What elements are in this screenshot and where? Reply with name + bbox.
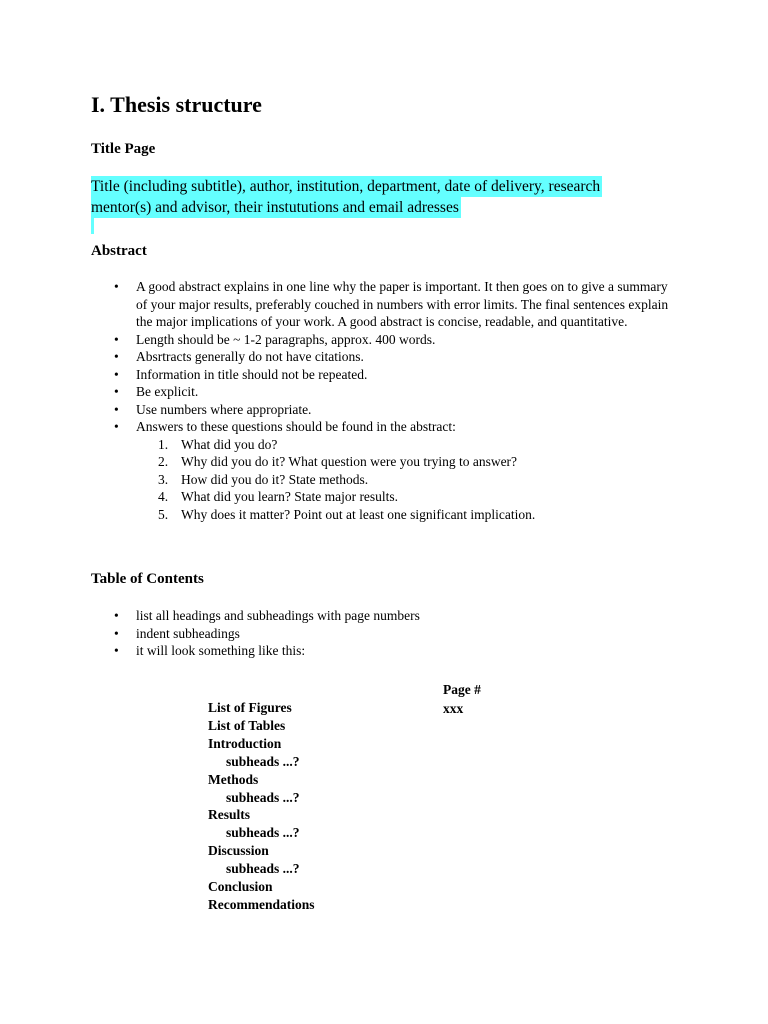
list-item [0, 278, 676, 331]
question-text: What did you do? [181, 436, 278, 452]
highlighted-text-line-2[interactable]: mentor(s) and advisor, their instututions and email adresses [91, 199, 459, 216]
list-item-text: indent subheadings [136, 625, 240, 641]
numbered-list-item [136, 436, 676, 454]
toc-subentry: subheads ...? [226, 861, 300, 877]
bullet-icon: • [114, 643, 119, 658]
toc-subentry: subheads ...? [226, 789, 300, 805]
list-number: 3. [158, 471, 169, 487]
question-text: How did you do it? State methods. [181, 471, 369, 487]
list-item [0, 331, 676, 349]
list-item-text: Length should be ~ 1-2 paragraphs, approx. 400 words. [136, 331, 436, 347]
list-item-text: Be explicit. [136, 384, 199, 399]
table-of-contents-heading: Table of Contents [91, 571, 204, 587]
numbered-list-item [136, 488, 676, 506]
title-page-description[interactable] [91, 176, 661, 218]
list-item [0, 383, 676, 401]
toc-entry: Discussion [208, 843, 269, 859]
bullet-icon: • [114, 331, 119, 347]
title-page-heading: Title Page [91, 141, 156, 157]
list-item-text: Information in title should not be repeated. [136, 366, 368, 382]
abstract-questions-list [136, 436, 676, 524]
abstract-bullet-list [0, 278, 676, 523]
toc-entries-list [208, 699, 315, 914]
list-item [0, 401, 676, 419]
toc-bullet-list [0, 607, 676, 660]
toc-entry: Introduction [208, 735, 282, 751]
numbered-list-item [136, 471, 676, 489]
list-number: 5. [158, 506, 169, 522]
toc-subentry: subheads ...? [226, 825, 300, 841]
bullet-icon: • [114, 384, 119, 399]
list-item-text: Absrtracts generally do not have citations. [136, 349, 364, 364]
toc-entry: Conclusion [208, 879, 273, 895]
list-item [0, 418, 676, 523]
bullet-icon: • [114, 419, 119, 434]
list-number: 2. [158, 454, 169, 469]
list-item [0, 366, 676, 384]
bullet-icon: • [114, 349, 119, 364]
bullet-icon: • [114, 366, 119, 382]
bullet-icon: • [114, 279, 119, 294]
question-text: Why does it matter? Point out at least one significant implication. [181, 506, 536, 522]
list-number: 1. [158, 436, 169, 452]
list-item [0, 642, 676, 660]
list-item-text: A good abstract explains in one line why the paper is important. It then goes on to give a summary of your major results, preferably couched in numbers with error limits. The final sentences explain the major implications of your work. A good abstract is concise, readable, and quantitative. [136, 279, 669, 329]
list-item-text: list all headings and subheadings with page numbers [136, 608, 420, 623]
toc-entry: List of Tables [208, 717, 286, 733]
list-number: 4. [158, 489, 169, 504]
list-item [0, 625, 676, 643]
list-item-text: Use numbers where appropriate. [136, 401, 312, 417]
question-text: Why did you do it? What question were you trying to answer? [181, 454, 518, 469]
list-item-text: Answers to these questions should be found in the abstract: [136, 419, 456, 434]
toc-page-number: xxx [443, 701, 464, 716]
toc-entry: Results [208, 807, 251, 823]
list-item-text: it will look something like this: [136, 643, 306, 658]
toc-entry: Methods [208, 771, 259, 787]
toc-page-column-header: Page # [443, 682, 481, 697]
list-item [0, 348, 676, 366]
bullet-icon: • [114, 625, 119, 641]
text-cursor-highlight [91, 217, 94, 234]
question-text: What did you learn? State major results. [181, 489, 399, 504]
highlighted-text-line-1[interactable]: Title (including subtitle), author, institution, department, date of delivery, research [91, 178, 601, 195]
numbered-list-item [136, 453, 676, 471]
numbered-list-item [136, 506, 676, 524]
bullet-icon: • [114, 401, 119, 417]
list-item [0, 607, 676, 625]
abstract-heading: Abstract [91, 243, 147, 259]
toc-subentry: subheads ...? [226, 753, 300, 769]
toc-entry: List of Figures [208, 700, 292, 715]
bullet-icon: • [114, 608, 119, 623]
document-title: I. Thesis structure [91, 92, 262, 117]
toc-entry: Recommendations [208, 896, 315, 912]
